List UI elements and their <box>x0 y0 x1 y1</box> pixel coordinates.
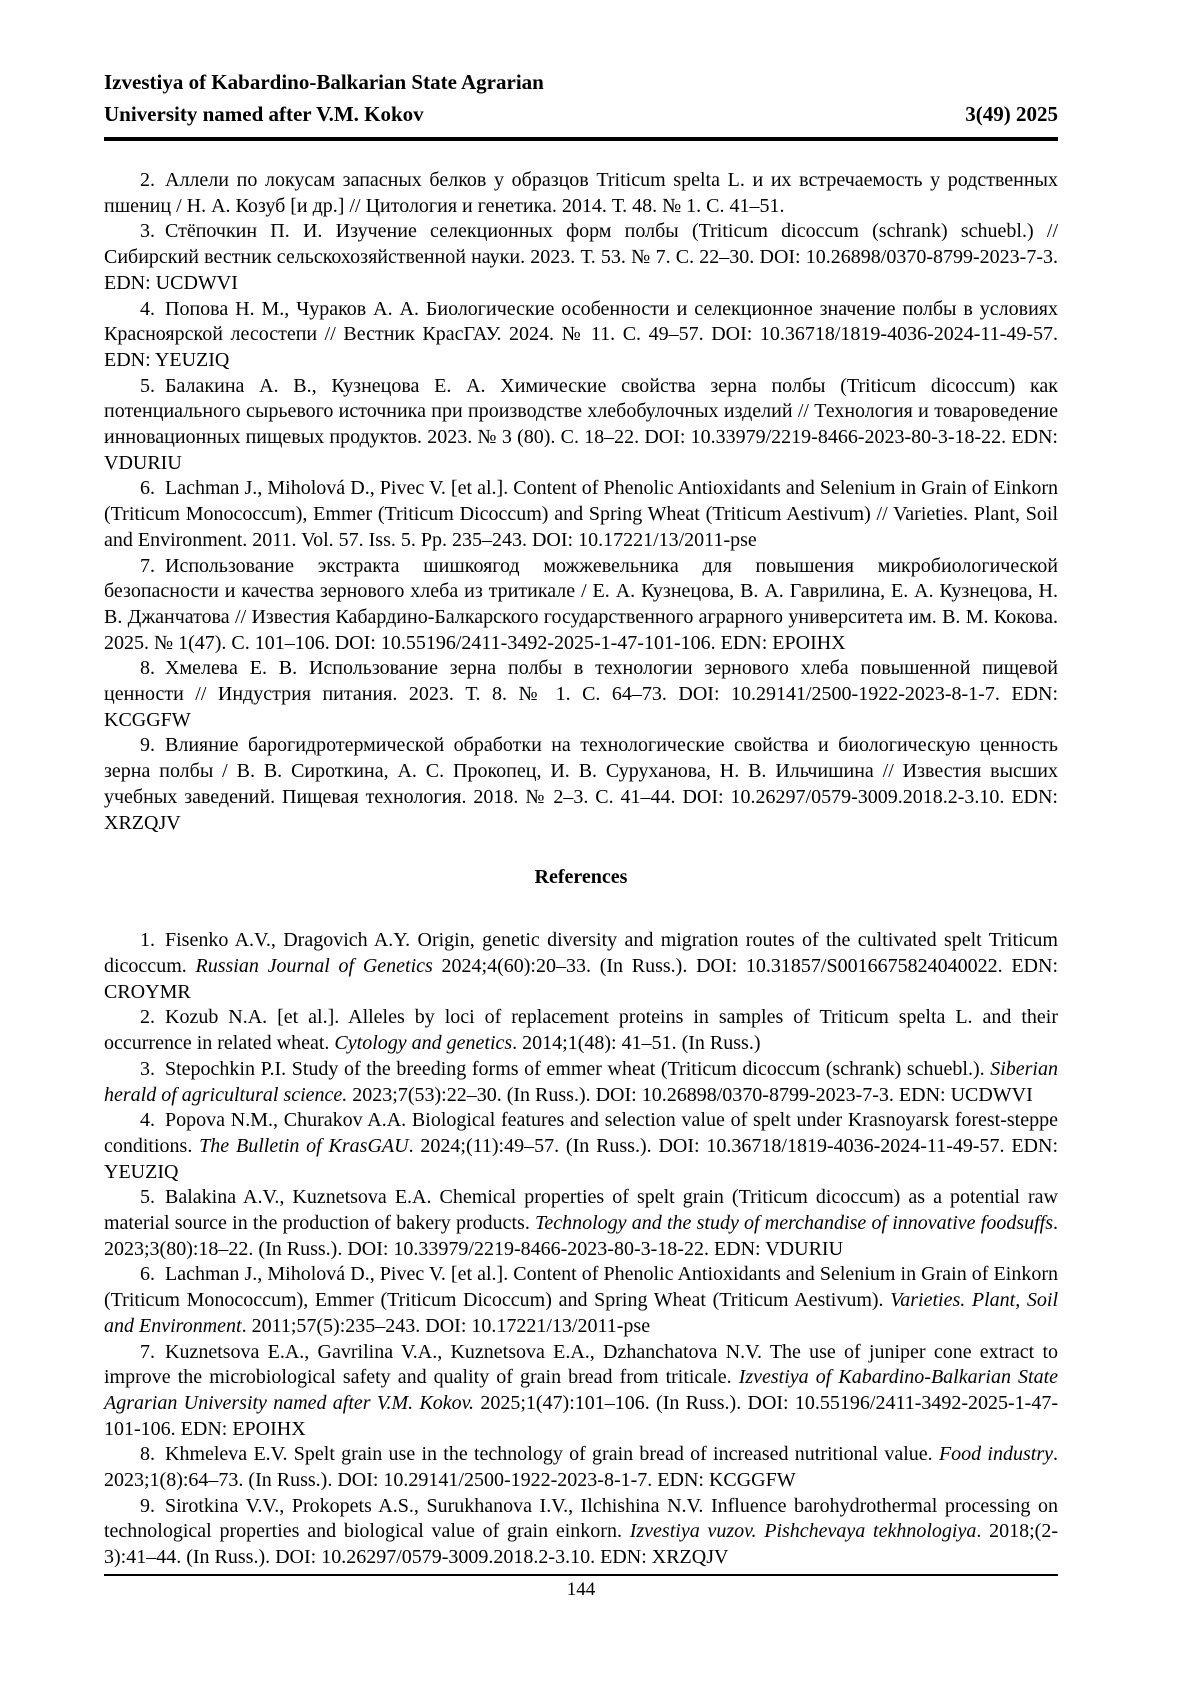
reference-number: 5. <box>140 1186 165 1209</box>
references-heading: References <box>534 866 628 889</box>
running-header <box>104 66 1058 141</box>
reference-item <box>104 733 1058 836</box>
reference-text: Попова Н. М., Чураков А. А. Биологические особенности и селекционное значение полбы в условиях Красноярской лесостепи // Вестник КрасГАУ. 2024. № 11. С. 49–57. DOI: 10.36718/1819-4036-2024-11-49-57. EDN: YEUZIQ <box>104 297 1058 371</box>
reference-item <box>104 656 1058 733</box>
journal-title-italic: The Bulletin of KrasGAU <box>199 1134 409 1157</box>
reference-number: 7. <box>140 1340 165 1363</box>
header-rule <box>104 137 1058 141</box>
reference-text: Khmeleva E.V. Spelt grain use in the technology of grain bread of increased nutritional value. <box>165 1443 939 1466</box>
reference-item <box>104 928 1058 1005</box>
russian-references-list <box>104 168 1058 836</box>
reference-text: Использование экстракта шишкоягод можжевельника для повышения микробиологической безопасности и качества зернового хлеба из тритикале / Е. А. Кузнецова, В. А. Гаврилина, Е. А. Кузнецова, Н. В. Джанчатова // Известия Кабардино-Балкарского государственного аграрного университета им. В. М. Кокова. 2025. № 1(47). С. 101–106. DOI: 10.55196/2411-3492-2025-1-47-101-106. EDN: EPOIHX <box>104 554 1058 654</box>
reference-text: 2024;4(60):20–33. (In Russ.). DOI: 10.31857/S0016675824040022. EDN: CROYMR <box>104 954 1058 1003</box>
reference-text: Sirotkina V.V., Prokopets A.S., Surukhanova I.V., Ilchishina N.V. Influence barohydrothermal processing on technological properties and biological value of grain einkorn. <box>104 1494 1058 1543</box>
reference-text: Аллели по локусам запасных белков у образцов Triticum spelta L. и их встречаемость у родственных пшениц / Н. А. Козуб [и др.] // Цитология и генетика. 2014. Т. 48. № 1. С. 41–51. <box>104 169 1058 217</box>
reference-text: Popova N.M., Churakov A.A. Biological features and selection value of spelt under Krasnoyarsk forest-steppe conditions. <box>104 1109 1058 1157</box>
reference-item <box>104 1057 1058 1108</box>
reference-number: 4. <box>140 1109 165 1132</box>
reference-text: Влияние барогидротермической обработки на технологические свойства и биологическую ценность зерна полбы / В. В. Сироткина, А. С. Прокопец, И. В. Суруханова, Н. В. Ильчишина // Известия высших учебных заведений. Пищевая технология. 2018. № 2–3. С. 41–44. DOI: 10.26297/0579-3009.2018.2-3.10. EDN: XRZQJV <box>104 734 1058 834</box>
english-references-section <box>104 928 1058 1571</box>
journal-title-italic: Siberian herald of agricultural science. <box>104 1057 1058 1106</box>
reference-text: . 2011;57(5):235–243. DOI: 10.17221/13/2011-pse <box>241 1314 651 1337</box>
reference-item <box>104 1340 1058 1443</box>
reference-item <box>104 1005 1058 1056</box>
reference-text: Стёпочкин П. И. Изучение селекционных форм полбы (Triticum dicoccum (schrank) schuebl.) // Сибирский вестник сельскохозяйственной науки. 2023. Т. 53. № 7. С. 22–30. DOI: 10.26898/0370-8799-2023-7-3. EDN: UCDWVI <box>104 220 1058 294</box>
reference-text: . 2024;(11):49–57. (In Russ.). DOI: 10.36718/1819-4036-2024-11-49-57. EDN: YEUZIQ <box>104 1134 1058 1183</box>
reference-item <box>104 168 1058 219</box>
reference-item <box>104 1185 1058 1262</box>
footer-rule <box>104 1574 1058 1576</box>
reference-text: Stepochkin P.I. Study of the breeding forms of emmer wheat (Triticum dicoccum (schrank) schuebl.). <box>165 1057 991 1080</box>
russian-references-section <box>104 168 1058 836</box>
journal-title-italic: Russian Journal of Genetics <box>195 954 433 977</box>
reference-item <box>104 476 1058 553</box>
reference-number: 2. <box>140 169 165 191</box>
reference-item <box>104 1442 1058 1493</box>
reference-item <box>104 1108 1058 1185</box>
reference-text: Хмелева Е. В. Использование зерна полбы в технологии зернового хлеба повышенной пищевой ценности // Индустрия питания. 2023. Т. 8. № 1. С. 64–73. DOI: 10.29141/2500-1922-2023-8-1-7. EDN: KCGGFW <box>104 657 1058 731</box>
reference-text: . 2018;(2-3):41–44. (In Russ.). DOI: 10.26297/0579-3009.2018.2-3.10. EDN: XRZQJV <box>104 1520 1058 1569</box>
reference-item <box>104 554 1058 657</box>
reference-number: 5. <box>140 374 165 397</box>
page-footer <box>104 1574 1058 1602</box>
reference-text: 2023;7(53):22–30. (In Russ.). DOI: 10.26898/0370-8799-2023-7-3. EDN: UCDWVI <box>347 1083 1033 1106</box>
reference-number: 1. <box>140 929 165 952</box>
reference-number: 3. <box>140 1057 165 1080</box>
reference-item <box>104 1262 1058 1339</box>
reference-number: 2. <box>140 1006 165 1029</box>
reference-number: 9. <box>140 734 165 757</box>
reference-text: 2025;1(47):101–106. (In Russ.). DOI: 10.55196/2411-3492-2025-1-47-101-106. EDN: EPOIHX <box>104 1391 1059 1440</box>
reference-text: Fisenko A.V., Dragovich A.Y. Origin, genetic diversity and migration routes of the cultivated spelt Triticum dicoccum. <box>104 929 1058 977</box>
reference-number: 6. <box>140 477 165 500</box>
reference-number: 8. <box>140 657 165 680</box>
journal-title-line1: Izvestiya of Kabardino-Balkarian State Agrarian <box>104 70 544 94</box>
reference-number: 6. <box>140 1263 165 1286</box>
reference-text: Lachman J., Miholová D., Pivec V. [et al.]. Content of Phenolic Antioxidants and Selenium in Grain of Einkorn (Triticum Monococcum), Emmer (Triticum Dicoccum) and Spring Wheat (Triticum Aestivum). <box>104 1263 1058 1312</box>
reference-number: 8. <box>140 1443 165 1466</box>
reference-item <box>104 1494 1058 1571</box>
english-references-list <box>104 928 1058 1571</box>
reference-text: Балакина А. В., Кузнецова Е. А. Химические свойства зерна полбы (Triticum dicoccum) как потенциального сырьевого источника при производстве хлебобулочных изделий // Технология и товароведение инновационных пищевых продуктов. 2023. № 3 (80). С. 18–22. DOI: 10.33979/2219-8466-2023-80-3-18-22. EDN: VDURIU <box>104 374 1058 474</box>
page-number: 144 <box>566 1579 596 1600</box>
reference-text: Balakina A.V., Kuznetsova E.A. Chemical properties of spelt grain (Triticum dicoccum) as a potential raw material source in the production of bakery products. <box>104 1186 1058 1235</box>
reference-item <box>104 297 1058 374</box>
journal-title-italic: Food industry <box>938 1443 1053 1466</box>
reference-text: . 2023;1(8):64–73. (In Russ.). DOI: 10.29141/2500-1922-2023-8-1-7. EDN: KCGGFW <box>104 1443 1058 1492</box>
reference-number: 4. <box>140 297 165 320</box>
journal-title-italic: Izvestiya of Kabardino-Balkarian State Agrarian University named after V.M. Kokov. <box>104 1366 1058 1414</box>
reference-item <box>104 219 1058 296</box>
reference-number: 9. <box>140 1494 165 1517</box>
reference-number: 3. <box>140 220 165 243</box>
reference-text: Lachman J., Miholová D., Pivec V. [et al.]. Content of Phenolic Antioxidants and Selenium in Grain of Einkorn (Triticum Monococcum), Emmer (Triticum Dicoccum) and Spring Wheat (Triticum Aestivum) // Varieties. Plant, Soil and Environment. 2011. Vol. 57. Iss. 5. Pp. 235–243. DOI: 10.17221/13/2011-pse <box>104 477 1058 551</box>
journal-title-italic: Izvestiya vuzov. Pishchevaya tekhnologiya <box>629 1520 977 1543</box>
reference-text: Kuznetsova E.A., Gavrilina V.A., Kuznetsova E.A., Dzhanchatova N.V. The use of juniper cone extract to improve the microbiological safety and quality of grain bread from triticale. <box>104 1340 1058 1389</box>
reference-text: . 2023;3(80):18–22. (In Russ.). DOI: 10.33979/2219-8466-2023-80-3-18-22. EDN: VDURIU <box>104 1212 1059 1260</box>
reference-number: 7. <box>140 554 165 577</box>
issue-label: 3(49) 2025 <box>965 102 1058 126</box>
reference-item <box>104 374 1058 477</box>
journal-title-italic: Varieties. Plant, Soil and Environment <box>104 1289 1059 1337</box>
journal-title-line2: University named after V.M. Kokov <box>104 102 424 126</box>
journal-title-italic: Cytology and genetics <box>334 1032 513 1055</box>
reference-text: . 2014;1(48): 41–51. (In Russ.) <box>512 1032 761 1055</box>
journal-title-italic: Technology and the study of merchandise of innovative foodsuffs <box>535 1212 1054 1235</box>
page-body <box>104 168 1058 1571</box>
reference-text: Kozub N.A. [et al.]. Alleles by loci of replacement proteins in samples of Triticum spelta L. and their occurrence in related wheat. <box>104 1006 1058 1055</box>
